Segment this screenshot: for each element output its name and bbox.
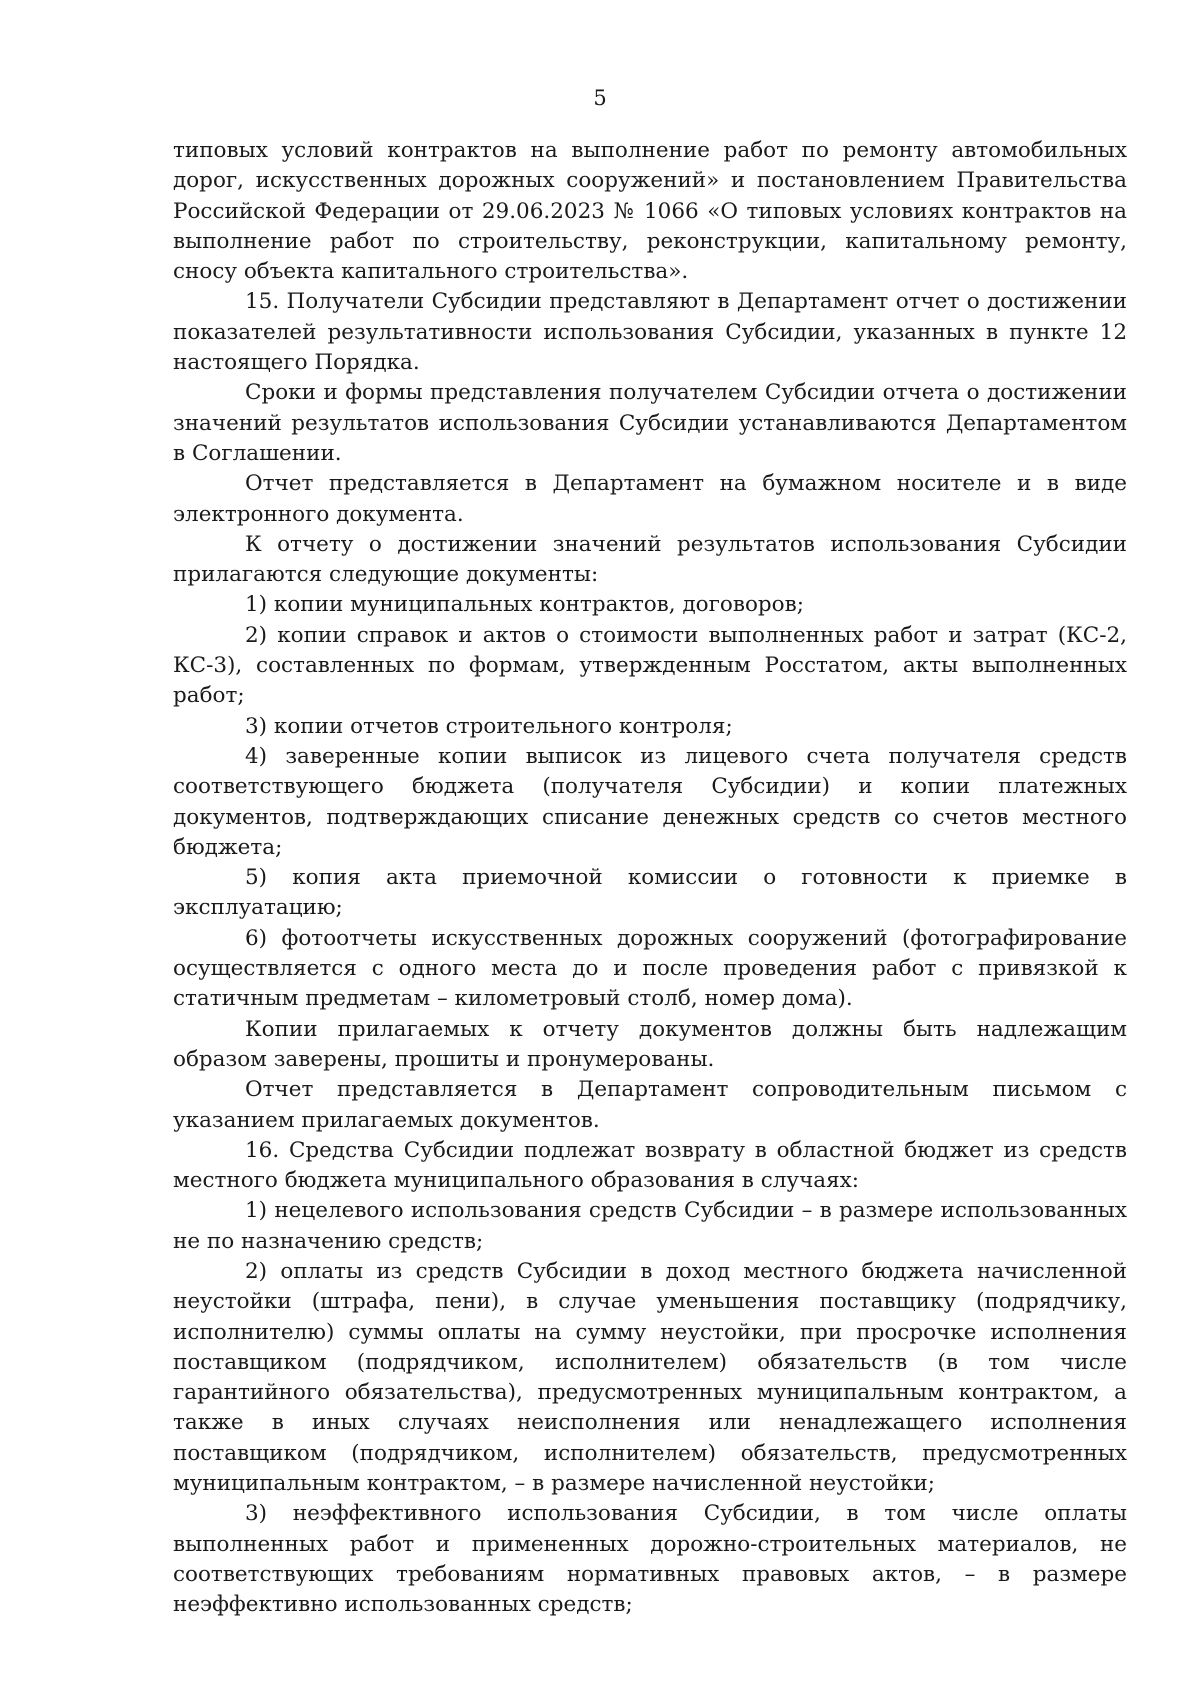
document-body bbox=[173, 136, 1127, 1621]
paragraph-copies-certified: Копии прилагаемых к отчету документов должны быть надлежащим образом заверены, прошиты и пронумерованы. bbox=[173, 1016, 1127, 1072]
paragraph-report-format: Отчет представляется в Департамент на бумажном носителе и в виде электронного документа. bbox=[173, 471, 1127, 527]
list-item-2: 2) копии справок и актов о стоимости выполненных работ и затрат (КС-2, КС-3), составленных по формам, утвержденным Росстатом, акты выполненных работ; bbox=[173, 622, 1127, 709]
return-case-3: 3) неэффективного использования Субсидии, в том числе оплаты выполненных работ и примененных дорожно-строительных материалов, не соответствующих требованиям нормативных правовых актов, – в размере неэффективно использованных средств; bbox=[173, 1501, 1127, 1618]
paragraph-continuation: типовых условий контрактов на выполнение работ по ремонту автомобильных дорог, искусственных дорожных сооружений» и постановлением Правительства Российской Федерации от 29.06.2023 № 1066 «О типовых условиях контрактов на выполнение работ по строительству, реконструкции, капитальному ремонту, сносу объекта капитального строительства». bbox=[173, 138, 1127, 285]
list-item-4: 4) заверенные копии выписок из лицевого счета получателя средств соответствующего бюджета (получателя Субсидии) и копии платежных документов, подтверждающих списание денежных средств со счетов местного бюджета; bbox=[173, 743, 1127, 860]
list-item-5: 5) копия акта приемочной комиссии о готовности к приемке в эксплуатацию; bbox=[173, 865, 1127, 921]
paragraph-16: 16. Средства Субсидии подлежат возврату в областной бюджет из средств местного бюджета муниципального образования в случаях: bbox=[173, 1137, 1127, 1194]
paragraph-report-terms: Сроки и формы представления получателем Субсидии отчета о достижении значений результатов использования Субсидии устанавливаются Департаментом в Соглашении. bbox=[173, 380, 1127, 466]
paragraph-cover-letter: Отчет представляется в Департамент сопроводительным письмом с указанием прилагаемых документов. bbox=[173, 1077, 1127, 1133]
paragraph-15: 15. Получатели Субсидии представляют в Департамент отчет о достижении показателей результативности использования Субсидии, указанных в пункте 12 настоящего Порядка. bbox=[173, 289, 1127, 376]
paragraph-attached-documents: К отчету о достижении значений результатов использования Субсидии прилагаются следующие документы: bbox=[173, 531, 1127, 588]
return-case-1: 1) нецелевого использования средств Субсидии – в размере использованных не по назначению средств; bbox=[173, 1198, 1127, 1254]
list-item-1: 1) копии муниципальных контрактов, договоров; bbox=[245, 592, 804, 618]
page-number: 5 bbox=[593, 86, 607, 110]
list-item-6: 6) фотоотчеты искусственных дорожных сооружений (фотографирование осуществляется с одного места до и после проведения работ с привязкой к статичным предметам – километровый столб, номер дома). bbox=[173, 925, 1127, 1012]
list-item-3: 3) копии отчетов строительного контроля; bbox=[245, 713, 733, 739]
return-case-2: 2) оплаты из средств Субсидии в доход местного бюджета начисленной неустойки (штрафа, пени), в случае уменьшения поставщику (подрядчику, исполнителю) суммы оплаты на сумму неустойки, при просрочке исполнения поставщиком (подрядчиком, исполнителем) обязательств (в том числе гарантийного обязательства), предусмотренных муниципальным контрактом, а также в иных случаях неисполнения или ненадлежащего исполнения поставщиком (подрядчиком, исполнителем) обязательств, предусмотренных муниципальным контрактом, – в размере начисленной неустойки; bbox=[173, 1258, 1127, 1497]
